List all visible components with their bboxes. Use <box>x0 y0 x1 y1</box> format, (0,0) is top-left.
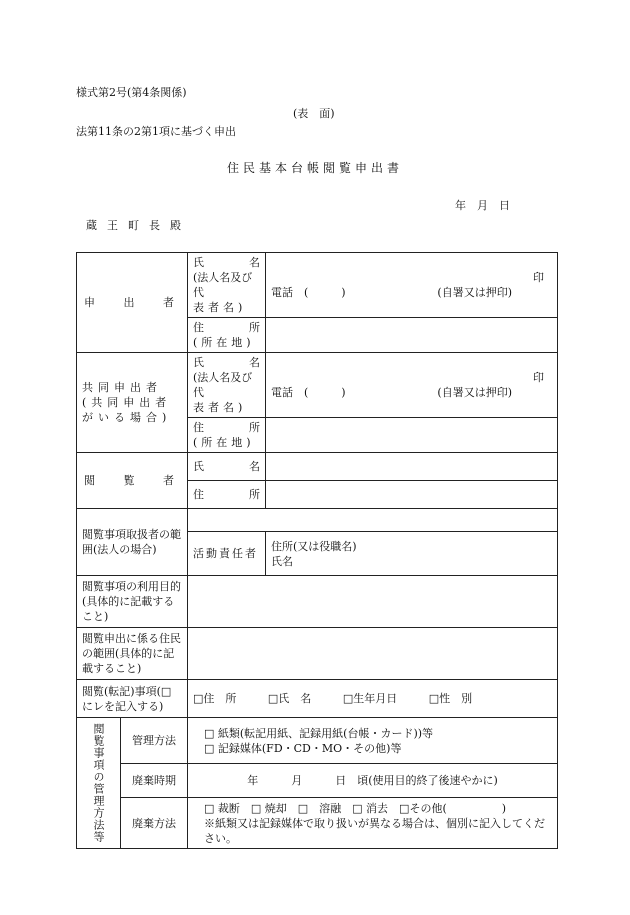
label-char: 名 <box>249 256 260 269</box>
label-char: 所 <box>249 421 260 434</box>
purpose-label: 閲覧事項の利用目的(具体的に記載すること) <box>77 576 188 628</box>
viewer-address-label <box>188 481 266 509</box>
document-title: 住民基本台帳閲覧申出書 <box>226 161 403 175</box>
applicant-label <box>77 253 188 353</box>
disposal-options <box>188 798 558 849</box>
option-gender-checkbox[interactable]: □性 別 <box>428 692 473 705</box>
applicant-label-char: 出 <box>123 296 135 309</box>
management-label-text: 閲覧事項の管理方法等 <box>92 723 105 843</box>
label-char: 氏 <box>193 256 204 269</box>
scope-label: 閲覧事項取扱者の範囲(法人の場合) <box>77 509 188 576</box>
label-char: 住 <box>193 421 204 434</box>
disposal-label: 廃棄方法 <box>121 798 188 849</box>
period-input[interactable]: 年 月 日 頃(使用目的終了後速やかに) <box>188 764 558 798</box>
management-label <box>77 718 121 849</box>
label-sub: (所在地) <box>193 436 255 449</box>
applicant-address-input[interactable] <box>266 318 558 353</box>
label-sub: (法人名及び代 <box>193 371 253 399</box>
range-input[interactable] <box>188 628 558 680</box>
label-sub: (所在地) <box>193 336 255 349</box>
label-char: 住 <box>193 488 204 501</box>
sign-note: (自署又は押印) <box>437 386 512 399</box>
activity-manager-input[interactable] <box>266 532 558 576</box>
co-applicant-label: 共同申出者(共同申出者がいる場合) <box>77 353 188 453</box>
viewer-label-char: 閲 <box>84 474 95 487</box>
side-indicator: (表 面) <box>293 107 335 120</box>
form-number: 様式第2号(第4条関係) <box>76 86 187 99</box>
items-label: 閲覧(転記)事項(□にレを記入する) <box>77 680 188 718</box>
applicant-label-char: 者 <box>163 296 174 309</box>
label-char: 氏 <box>193 356 204 369</box>
phone-label: 電話 ( ) <box>271 386 346 399</box>
label-char: 氏 <box>193 460 204 473</box>
range-label: 閲覧申出に係る住民の範囲(具体的に記載すること) <box>77 628 188 680</box>
date-field[interactable]: 年 月 日 <box>455 199 510 212</box>
seal-mark: 印 <box>533 371 544 384</box>
viewer-label-char: 者 <box>163 474 174 487</box>
applicant-name-input[interactable] <box>266 253 558 318</box>
viewer-name-input[interactable] <box>266 453 558 481</box>
label-char: 名 <box>249 356 260 369</box>
period-label: 廃棄時期 <box>121 764 188 798</box>
method-label: 管理方法 <box>121 718 188 764</box>
method-media-checkbox[interactable]: □ 記録媒体(FD・CD・MO・その他)等 <box>204 741 402 755</box>
sign-note: (自署又は押印) <box>437 286 512 299</box>
applicant-name-label <box>188 253 266 318</box>
manager-address-label: 住所(又は役職名) <box>271 539 357 553</box>
viewer-label <box>77 453 188 509</box>
method-paper-checkbox[interactable]: □ 紙類(転記用紙、記録用紙(台帳・カード))等 <box>204 726 434 740</box>
seal-mark: 印 <box>533 271 544 284</box>
applicant-label-char: 申 <box>84 296 95 309</box>
application-form-table <box>76 252 558 849</box>
addressee: 蔵王町長殿 <box>86 219 191 232</box>
items-options <box>188 680 558 718</box>
option-address-checkbox[interactable]: □住 所 <box>193 692 237 705</box>
label-char: 住 <box>193 321 204 334</box>
activity-manager-label: 活動責任者 <box>188 532 266 576</box>
label-char: 所 <box>249 321 260 334</box>
co-applicant-address-input[interactable] <box>266 418 558 453</box>
label-char: 所 <box>249 488 260 501</box>
label-char: 名 <box>249 460 260 473</box>
label-sub: (法人名及び代 <box>193 271 253 299</box>
viewer-label-char: 覧 <box>123 474 135 487</box>
option-name-checkbox[interactable]: □氏 名 <box>267 692 312 705</box>
method-options <box>188 718 558 764</box>
viewer-address-input[interactable] <box>266 481 558 509</box>
scope-input[interactable] <box>188 509 558 532</box>
co-applicant-name-label <box>188 353 266 418</box>
legal-basis: 法第11条の2第1項に基づく申出 <box>76 125 236 138</box>
applicant-address-label <box>188 318 266 353</box>
disposal-note: ※紙類又は記録媒体で取り扱いが異なる場合は、個別に記入してください。 <box>204 816 545 845</box>
option-birthdate-checkbox[interactable]: □生年月日 <box>342 692 398 705</box>
manager-name-label: 氏名 <box>271 554 293 568</box>
purpose-input[interactable] <box>188 576 558 628</box>
viewer-name-label <box>188 453 266 481</box>
label-sub: 表者名) <box>193 301 247 314</box>
co-applicant-address-label <box>188 418 266 453</box>
label-sub: 表者名) <box>193 401 247 414</box>
co-applicant-name-input[interactable] <box>266 353 558 418</box>
phone-label: 電話 ( ) <box>271 286 346 299</box>
disposal-method-checkboxes[interactable]: □ 裁断 □ 焼却 □ 溶融 □ 消去 □その他( ) <box>204 801 507 815</box>
